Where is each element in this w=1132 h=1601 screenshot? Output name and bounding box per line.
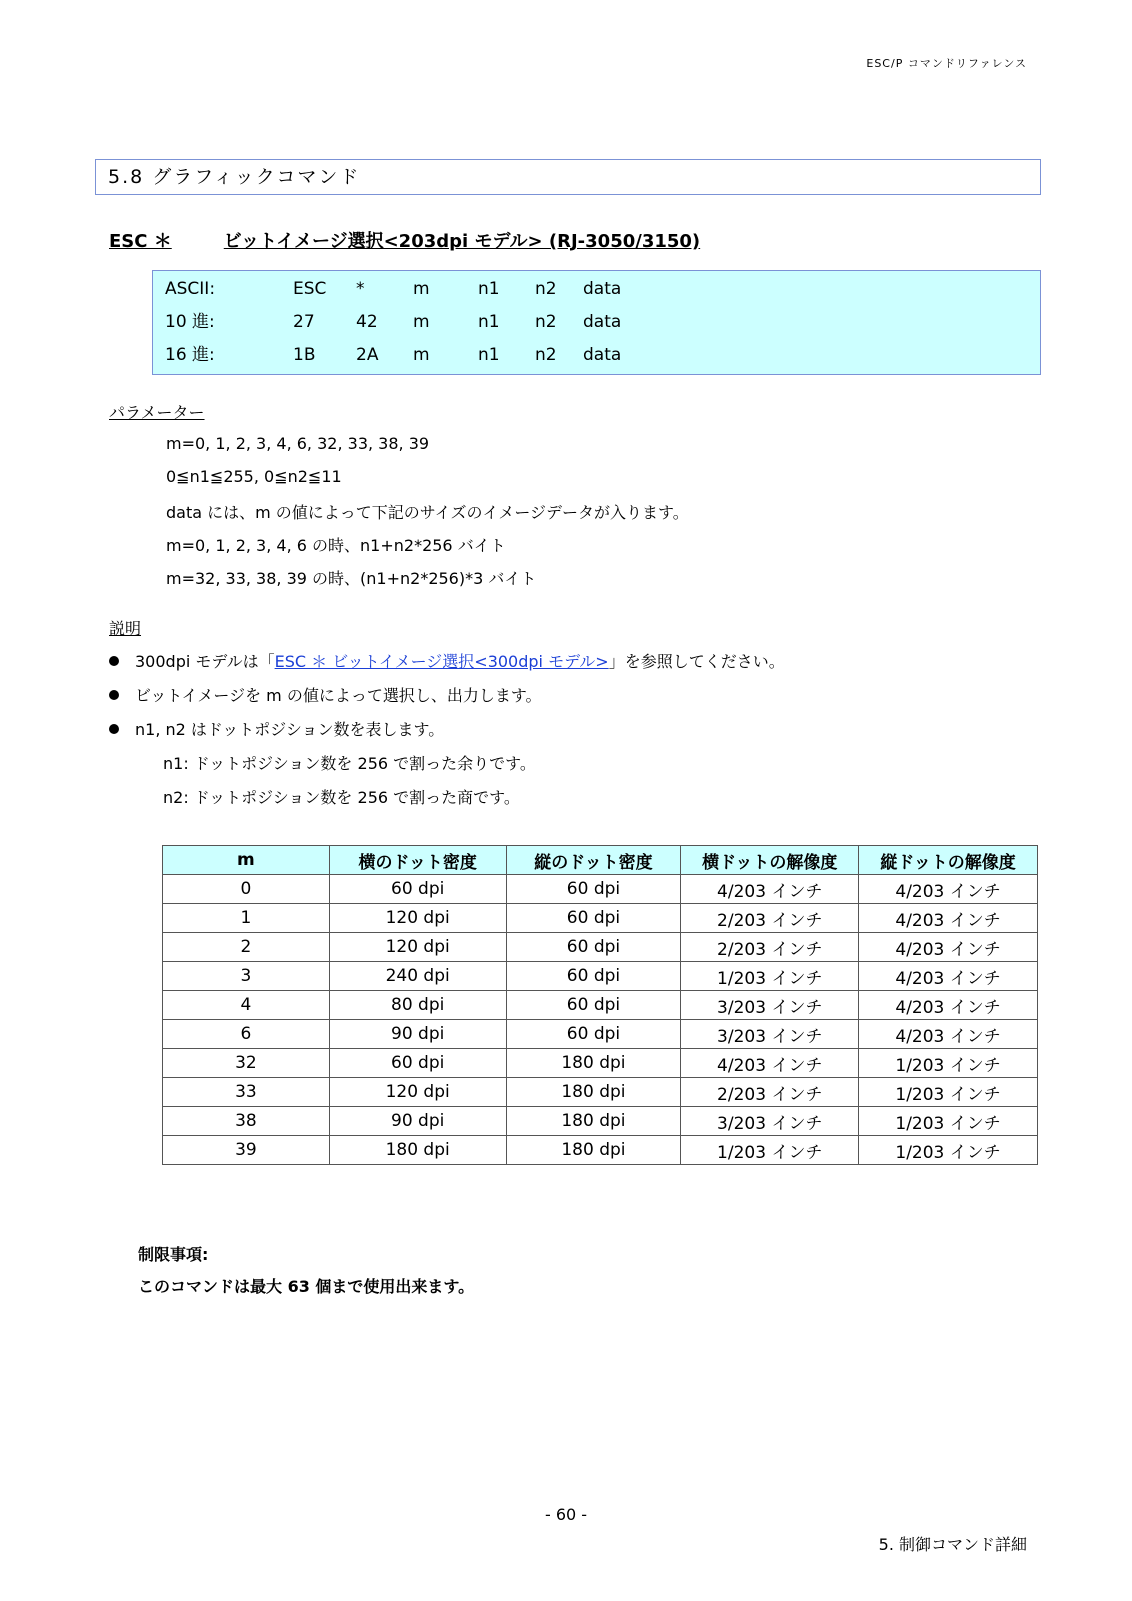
restriction-text: このコマンドは最大 63 個まで使用出来ます。 bbox=[138, 1277, 475, 1296]
table-cell: 1/203 インチ bbox=[859, 1078, 1038, 1107]
table-row bbox=[163, 1107, 1038, 1136]
table-cell: 60 dpi bbox=[506, 991, 681, 1020]
table-row bbox=[163, 991, 1038, 1020]
syntax-label: ASCII: bbox=[165, 279, 216, 299]
table-row bbox=[163, 904, 1038, 933]
table-cell: 3/203 インチ bbox=[681, 1020, 859, 1049]
table-row bbox=[163, 1078, 1038, 1107]
table-row bbox=[163, 962, 1038, 991]
table-cell: 60 dpi bbox=[329, 875, 506, 904]
table-cell: 0 bbox=[163, 875, 330, 904]
table-cell: 60 dpi bbox=[506, 1020, 681, 1049]
table-cell: 180 dpi bbox=[506, 1107, 681, 1136]
syntax-cell: n2 bbox=[535, 312, 557, 332]
table-cell: 60 dpi bbox=[506, 933, 681, 962]
bullet-text: ビットイメージを m の値によって選択し、出力します。 bbox=[135, 686, 542, 705]
page-number: - 60 - bbox=[544, 1505, 588, 1524]
column-header: 横ドットの解像度 bbox=[681, 846, 859, 875]
table-cell: 2/203 インチ bbox=[681, 933, 859, 962]
parameter-line: m=0, 1, 2, 3, 4, 6, 32, 33, 38, 39 bbox=[166, 434, 430, 453]
table-cell: 1/203 インチ bbox=[859, 1136, 1038, 1165]
syntax-cell: n2 bbox=[535, 345, 557, 365]
syntax-label: 16 進: bbox=[165, 345, 215, 365]
syntax-cell: n1 bbox=[478, 312, 500, 332]
table-cell: 90 dpi bbox=[329, 1020, 506, 1049]
table-cell: 2/203 インチ bbox=[681, 904, 859, 933]
table-row bbox=[163, 933, 1038, 962]
syntax-row-decimal bbox=[153, 306, 1040, 339]
running-header: ESC/P コマンドリファレンス bbox=[866, 57, 1027, 70]
description-bullet bbox=[109, 717, 444, 740]
command-syntax-box bbox=[152, 270, 1041, 375]
table-cell: 4/203 インチ bbox=[859, 1020, 1038, 1049]
bullet-icon bbox=[109, 656, 119, 666]
table-cell: 4/203 インチ bbox=[859, 991, 1038, 1020]
table-cell: 120 dpi bbox=[329, 904, 506, 933]
table-cell: 2 bbox=[163, 933, 330, 962]
table-cell: 180 dpi bbox=[506, 1078, 681, 1107]
description-bullet bbox=[109, 649, 785, 672]
command-name: ビットイメージ選択<203dpi モデル> (RJ-3050/3150) bbox=[223, 231, 701, 252]
syntax-row-ascii bbox=[153, 273, 1040, 306]
column-header: 縦のドット密度 bbox=[506, 846, 681, 875]
table-cell: 240 dpi bbox=[329, 962, 506, 991]
table-cell: 4 bbox=[163, 991, 330, 1020]
resolution-table bbox=[162, 845, 1038, 1165]
table-cell: 4/203 インチ bbox=[681, 875, 859, 904]
table-row bbox=[163, 1049, 1038, 1078]
table-cell: 80 dpi bbox=[329, 991, 506, 1020]
table-cell: 6 bbox=[163, 1020, 330, 1049]
esc-300dpi-link[interactable]: ESC ＊ ビットイメージ選択<300dpi モデル> bbox=[274, 652, 609, 671]
table-cell: 120 dpi bbox=[329, 933, 506, 962]
table-cell: 1 bbox=[163, 904, 330, 933]
parameter-line: data には、m の値によって下記のサイズのイメージデータが入ります。 bbox=[166, 503, 689, 522]
table-cell: 33 bbox=[163, 1078, 330, 1107]
parameter-line: 0≦n1≦255, 0≦n2≦11 bbox=[166, 467, 342, 486]
section-title: 5.8 グラフィックコマンド bbox=[95, 159, 1041, 195]
table-cell: 1/203 インチ bbox=[859, 1049, 1038, 1078]
table-cell: 39 bbox=[163, 1136, 330, 1165]
n1-description: n1: ドットポジション数を 256 で割った余りです。 bbox=[163, 754, 536, 773]
command-code: ESC ＊ bbox=[109, 231, 172, 252]
parameter-line: m=32, 33, 38, 39 の時、(n1+n2*256)*3 バイト bbox=[166, 569, 537, 588]
table-cell: 60 dpi bbox=[506, 962, 681, 991]
syntax-cell: 1B bbox=[293, 345, 316, 365]
table-cell: 60 dpi bbox=[329, 1049, 506, 1078]
parameter-line: m=0, 1, 2, 3, 4, 6 の時、n1+n2*256 バイト bbox=[166, 536, 506, 555]
syntax-cell: m bbox=[413, 279, 430, 299]
syntax-cell: data bbox=[583, 345, 622, 365]
table-cell: 60 dpi bbox=[506, 904, 681, 933]
syntax-cell: n2 bbox=[535, 279, 557, 299]
table-cell: 1/203 インチ bbox=[681, 1136, 859, 1165]
table-cell: 4/203 インチ bbox=[859, 962, 1038, 991]
table-cell: 180 dpi bbox=[506, 1136, 681, 1165]
parameters-heading: パラメーター bbox=[109, 403, 205, 422]
syntax-cell: 42 bbox=[356, 312, 378, 332]
syntax-cell: m bbox=[413, 345, 430, 365]
table-cell: 3/203 インチ bbox=[681, 1107, 859, 1136]
syntax-cell: n1 bbox=[478, 345, 500, 365]
restriction-title: 制限事項: bbox=[138, 1245, 209, 1264]
syntax-cell: 2A bbox=[356, 345, 379, 365]
table-cell: 4/203 インチ bbox=[859, 933, 1038, 962]
bullet-icon bbox=[109, 690, 119, 700]
table-cell: 60 dpi bbox=[506, 875, 681, 904]
table-row bbox=[163, 1136, 1038, 1165]
table-cell: 180 dpi bbox=[506, 1049, 681, 1078]
table-cell: 4/203 インチ bbox=[859, 904, 1038, 933]
n2-description: n2: ドットポジション数を 256 で割った商です。 bbox=[163, 788, 520, 807]
table-cell: 3 bbox=[163, 962, 330, 991]
table-cell: 1/203 インチ bbox=[681, 962, 859, 991]
syntax-cell: data bbox=[583, 279, 622, 299]
description-heading: 説明 bbox=[109, 619, 142, 638]
column-header: 横のドット密度 bbox=[329, 846, 506, 875]
table-row bbox=[163, 875, 1038, 904]
command-title bbox=[109, 227, 700, 253]
table-cell: 2/203 インチ bbox=[681, 1078, 859, 1107]
bullet-text: 」を参照してください。 bbox=[608, 652, 785, 671]
table-cell: 3/203 インチ bbox=[681, 991, 859, 1020]
table-cell: 38 bbox=[163, 1107, 330, 1136]
table-cell: 1/203 インチ bbox=[859, 1107, 1038, 1136]
description-bullet bbox=[109, 683, 542, 706]
syntax-cell: 27 bbox=[293, 312, 315, 332]
syntax-cell: * bbox=[356, 279, 365, 299]
table-row bbox=[163, 1020, 1038, 1049]
table-header-row bbox=[163, 846, 1038, 875]
table-cell: 4/203 インチ bbox=[681, 1049, 859, 1078]
bullet-text: n1, n2 はドットポジション数を表します。 bbox=[135, 720, 445, 739]
column-header: m bbox=[163, 846, 330, 875]
syntax-label: 10 進: bbox=[165, 312, 215, 332]
bullet-text: 300dpi モデルは「 bbox=[135, 652, 275, 671]
table-cell: 4/203 インチ bbox=[859, 875, 1038, 904]
table-cell: 180 dpi bbox=[329, 1136, 506, 1165]
syntax-cell: ESC bbox=[293, 279, 327, 299]
chapter-footer: 5. 制御コマンド詳細 bbox=[878, 1535, 1027, 1554]
syntax-cell: m bbox=[413, 312, 430, 332]
table-cell: 90 dpi bbox=[329, 1107, 506, 1136]
column-header: 縦ドットの解像度 bbox=[859, 846, 1038, 875]
syntax-cell: n1 bbox=[478, 279, 500, 299]
syntax-cell: data bbox=[583, 312, 622, 332]
syntax-row-hex bbox=[153, 339, 1040, 372]
table-cell: 120 dpi bbox=[329, 1078, 506, 1107]
table-cell: 32 bbox=[163, 1049, 330, 1078]
bullet-icon bbox=[109, 724, 119, 734]
